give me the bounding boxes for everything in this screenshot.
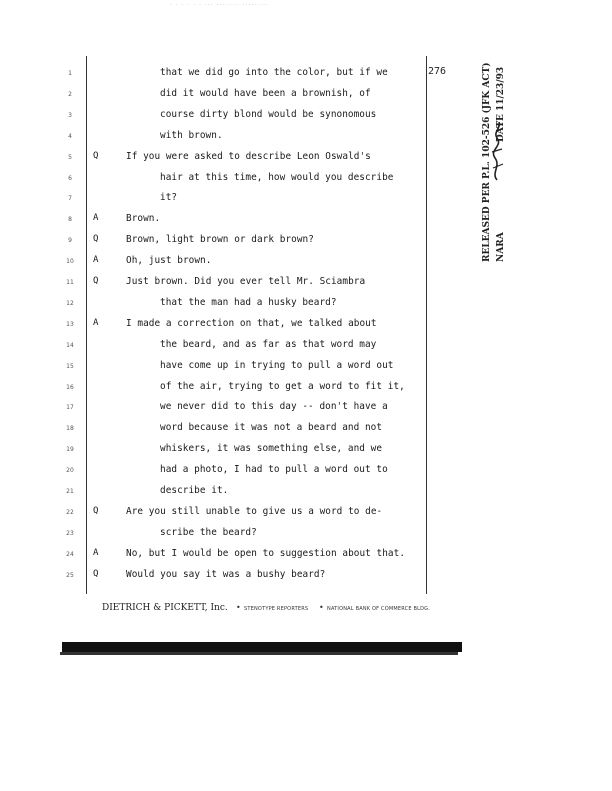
line-number: 5 [68, 153, 72, 161]
line-number: 7 [68, 195, 72, 203]
line-text: Oh, just brown. [126, 255, 212, 267]
line-text: course dirty blond would be synonomous [160, 108, 377, 120]
line-text: whiskers, it was something else, and we [160, 443, 383, 455]
speaker-label: Q [93, 505, 99, 516]
transcript-line [0, 400, 612, 414]
transcript-line [0, 526, 612, 540]
transcript-line [0, 505, 612, 519]
transcript-line [0, 233, 612, 247]
transcript-line [0, 296, 612, 310]
transcript-line [0, 442, 612, 456]
transcript-line [0, 568, 612, 582]
line-text: I made a correction on that, we talked about [126, 317, 377, 329]
line-number: 9 [68, 237, 72, 245]
line-number: 13 [66, 320, 74, 328]
page-header-faint-text: · · · · · · ··· ········ ········· [170, 2, 269, 9]
transcript-line [0, 212, 612, 226]
line-text: Brown, light brown or dark brown? [126, 234, 314, 246]
speaker-label: A [93, 213, 99, 224]
line-number: 20 [66, 467, 74, 475]
line-text: we never did to this day -- don't have a [160, 401, 388, 413]
line-text: word because it was not a beard and not [160, 422, 383, 434]
line-text: of the air, trying to get a word to fit it, [160, 380, 405, 392]
footer-separator: • [236, 603, 241, 612]
line-number: 3 [68, 111, 72, 119]
line-number: 17 [66, 404, 74, 412]
line-number: 21 [66, 488, 74, 495]
line-text: If you were asked to describe Leon Oswald's [126, 150, 371, 162]
line-text: scribe the beard? [160, 526, 257, 538]
speaker-label: A [93, 317, 99, 328]
line-text: did it would have been a brownish, of [160, 87, 371, 99]
handwritten-signature-icon [483, 118, 523, 188]
line-text: have come up in trying to pull a word out [160, 359, 394, 371]
transcript-line [0, 463, 612, 477]
transcript-line [0, 359, 612, 373]
transcript-line [0, 317, 612, 331]
transcript-line [0, 484, 612, 498]
speaker-label: Q [93, 234, 99, 245]
line-number: 18 [66, 425, 74, 433]
transcript-line [0, 66, 612, 80]
line-number: 16 [66, 383, 74, 391]
copy-artifact-bar-shadow [60, 652, 458, 655]
line-number: 23 [66, 529, 74, 537]
line-number: 6 [68, 174, 72, 182]
line-number: 24 [66, 550, 74, 558]
line-number: 14 [66, 341, 74, 349]
line-number: 4 [68, 132, 72, 140]
line-number: 1 [68, 70, 72, 77]
copy-artifact-bar [62, 642, 462, 652]
speaker-label: Q [93, 150, 99, 161]
line-number: 8 [68, 216, 72, 224]
line-text: Brown. [126, 213, 161, 225]
line-text: it? [160, 192, 178, 204]
line-text: Are you still unable to give us a word to de- [126, 505, 383, 517]
transcript-line [0, 275, 612, 289]
line-text: had a photo, I had to pull a word out to [160, 464, 388, 476]
transcript-line [0, 380, 612, 394]
speaker-label: Q [93, 568, 99, 579]
release-stamp-nara: NARA [496, 232, 506, 262]
transcript-line [0, 338, 612, 352]
transcript-line [0, 87, 612, 101]
line-text: hair at this time, how would you describe [160, 171, 394, 183]
line-text: with brown. [160, 129, 223, 141]
transcript-line [0, 421, 612, 435]
line-number: 11 [66, 279, 74, 286]
transcript-line [0, 191, 612, 205]
line-text: that the man had a husky beard? [160, 296, 337, 308]
line-number: 25 [66, 571, 74, 579]
line-text: the beard, and as far as that word may [160, 338, 377, 350]
line-number: 12 [66, 299, 74, 307]
transcript-line [0, 547, 612, 561]
speaker-label: A [93, 547, 99, 558]
footer-separator-2: • [319, 603, 324, 612]
transcript-line [0, 254, 612, 268]
line-number: 10 [66, 258, 74, 266]
line-text: Just brown. Did you ever tell Mr. Sciambra [126, 276, 366, 287]
release-stamp-line1: RELEASED PER P.L. 102-526 (JFK ACT) [482, 62, 492, 262]
speaker-label: Q [93, 276, 99, 286]
line-text: describe it. [160, 485, 229, 496]
line-text: that we did go into the color, but if we [160, 67, 388, 78]
speaker-label: A [93, 255, 99, 266]
footer-address: NATIONAL BANK OF COMMERCE BLDG. [327, 606, 431, 612]
line-number: 15 [66, 362, 74, 370]
line-number: 22 [66, 508, 74, 516]
page-number: 276 [428, 66, 447, 77]
line-text: No, but I would be open to suggestion about that. [126, 547, 406, 559]
release-stamp-date: DATE 11/23/93 [496, 66, 506, 142]
footer-stenotype-reporters: STENOTYPE REPORTERS [244, 606, 309, 612]
footer-firm-name: DIETRICH & PICKETT, Inc. [102, 603, 228, 613]
line-number: 19 [66, 446, 74, 454]
line-text: Would you say it was a bushy beard? [126, 568, 326, 580]
line-number: 2 [68, 90, 72, 98]
